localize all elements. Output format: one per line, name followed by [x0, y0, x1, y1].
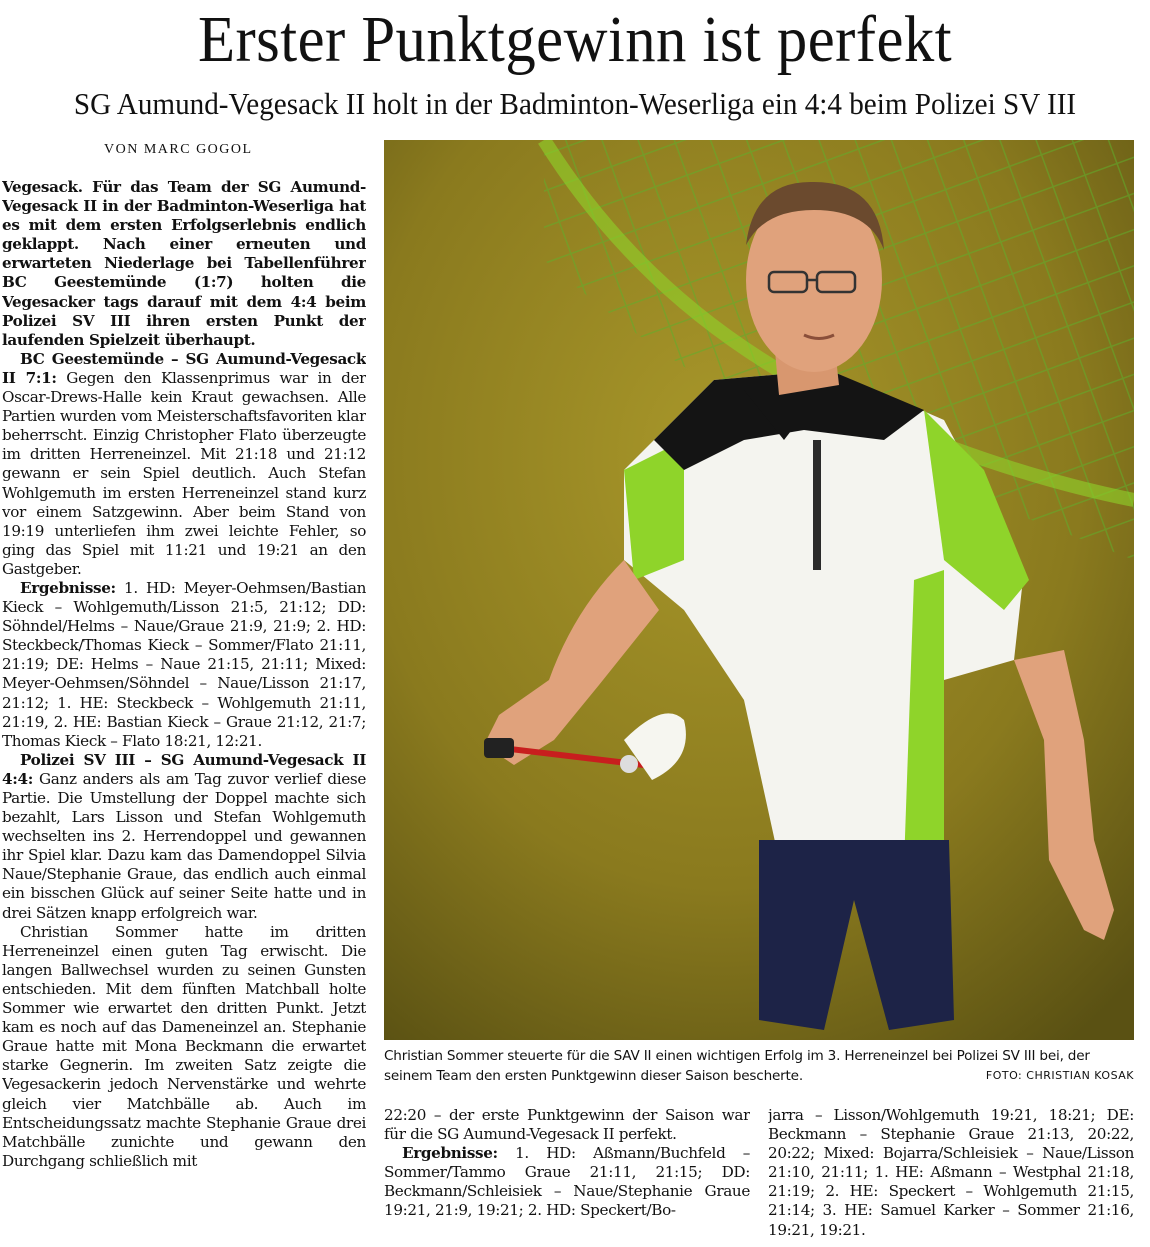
article-column-1: [2, 178, 366, 1244]
badminton-player-illustration: [384, 140, 1134, 1040]
paragraph-heading: BC Geestemünde – SG Aumund-Vegesack II 7:1:: [2, 349, 366, 387]
paragraph: [2, 579, 366, 751]
paragraph: Christian Sommer hatte im dritten Herreneinzel einen guten Tag erwischt. Die langen Ballwechsel wurden zu seinen Gunsten entschieden. Mit dem fünften Matchball holte Sommer wie erwartet den dritten Punkt. Jetzt kam es noch auf das Dameneinzel an. Stephanie Graue hatte mit Mona Beckmann die erwartet starke Gegnerin. Im zweiten Satz zeigte die Vegesackerin jedoch Nervenstärke und wehrte gleich vier Matchbälle ab. Auch im Entscheidungssatz machte Stephanie Graue drei Matchbälle zunichte und gewann den Durchgang schließlich mit: [2, 922, 366, 1170]
paragraph-text: 1. HD: Meyer-Oehmsen/Bastian Kieck – Wohlgemuth/Lisson 21:5, 21:12; DD: Söhndel/Helms – Naue/Graue 21:9, 21:9; 2. HD: Steckbeck/Thomas Kieck – Sommer/Flato 21:11, 21:19; DE: Helms – Naue 21:15, 21:11; Mixed: Meyer-Oehmsen/Söhndel – Naue/Lisson 21:17, 21:12; 1. HE: Steckbeck – Wohlgemuth 21:11, 21:19, 2. HE: Bastian Kieck – Graue 21:12, 21:7; Thomas Kieck – Flato 18:21, 12:21.: [2, 578, 366, 750]
paragraph: [2, 751, 366, 923]
photo-caption: [384, 1046, 1134, 1086]
paragraph: [384, 1144, 750, 1220]
byline: VON MARC GOGOL: [104, 142, 253, 157]
headline: Erster Punktgewinn ist perfekt: [197, 3, 953, 76]
photo-credit: FOTO: CHRISTIAN KOSAK: [985, 1069, 1134, 1082]
paragraph-heading: Polizei SV III – SG Aumund-Vegesack II 4:4:: [2, 750, 366, 788]
paragraph-heading: Ergebnisse:: [402, 1144, 498, 1163]
article-column-2: [384, 1106, 750, 1246]
paragraph-text: Gegen den Klassenprimus war in der Oscar-Drews-Halle kein Kraut gewachsen. Alle Partien wurden vom Meisterschaftsfavoriten klar beherrscht. Einzig Christopher Flato überzeugte im dritten Herreneinzel. Mit 21:18 und 21:12 gewann er sein Spiel deutlich. Auch Stefan Wohlgemuth im ersten Herreneinzel stand kurz vor einem Satzgewinn. Aber beim Stand von 19:19 unterliefen ihm zwei leichte Fehler, so ging das Spiel mit 11:21 und 19:21 an den Gastgeber.: [2, 368, 366, 578]
lead-paragraph: Vegesack. Für das Team der SG Aumund-Vegesack II in der Badminton-Weserliga hat es mit dem ersten Erfolgserlebnis endlich geklappt. Nach einer erneuten und erwarteten Niederlage bei Tabellenführer BC Geestemünde (1:7) holten die Vegesacker tags darauf mit dem 4:4 beim Polizei SV III ihren ersten Punkt der laufenden Spielzeit überhaupt.: [2, 178, 366, 349]
article-column-3: [768, 1106, 1134, 1246]
paragraph-text: 1. HD: Aßmann/Buchfeld – Sommer/Tammo Graue 21:11, 21:15; DD: Beckmann/Schleisiek – Naue/Stephanie Graue 19:21, 21:9, 19:21; 2. HD: Speckert/Bo-: [384, 1144, 750, 1220]
paragraph: 22:20 – der erste Punktgewinn der Saison war für die SG Aumund-Vegesack II perfekt.: [384, 1106, 750, 1144]
paragraph-heading: Ergebnisse:: [20, 578, 116, 597]
paragraph: [2, 350, 366, 579]
subheadline: SG Aumund-Vegesack II holt in der Badminton-Weserliga ein 4:4 beim Polizei SV III: [73, 86, 1077, 121]
paragraph-text: Ganz anders als am Tag zuvor verlief diese Partie. Die Umstellung der Doppel machte sich bezahlt, Lars Lisson und Stefan Wohlgemuth wechselten ins 2. Herrendoppel und gewannen ihr Spiel klar. Dazu kam das Damendoppel Silvia Naue/Stephanie Graue, das endlich auch einmal ein bisschen Glück auf seiner Seite hatte und in drei Sätzen knapp erfolgreich war.: [2, 769, 366, 922]
caption-text: Christian Sommer steuerte für die SAV II einen wichtigen Erfolg im 3. Herreneinzel bei Polizei SV III bei, der seinem Team den ersten Punktgewinn dieser Saison bescherte.: [384, 1048, 1090, 1084]
paragraph: jarra – Lisson/Wohlgemuth 19:21, 18:21; DE: Beckmann – Stephanie Graue 21:13, 20:22, 20:22; Mixed: Bojarra/Schleisiek – Naue/Lisson 21:10, 21:11; 1. HE: Aßmann – Westphal 21:18, 21:19; 2. HE: Speckert – Wohlgemuth 21:15, 21:14; 3. HE: Samuel Karker – Sommer 21:16, 19:21, 19:21.: [768, 1106, 1134, 1239]
article-photo: [384, 140, 1134, 1040]
